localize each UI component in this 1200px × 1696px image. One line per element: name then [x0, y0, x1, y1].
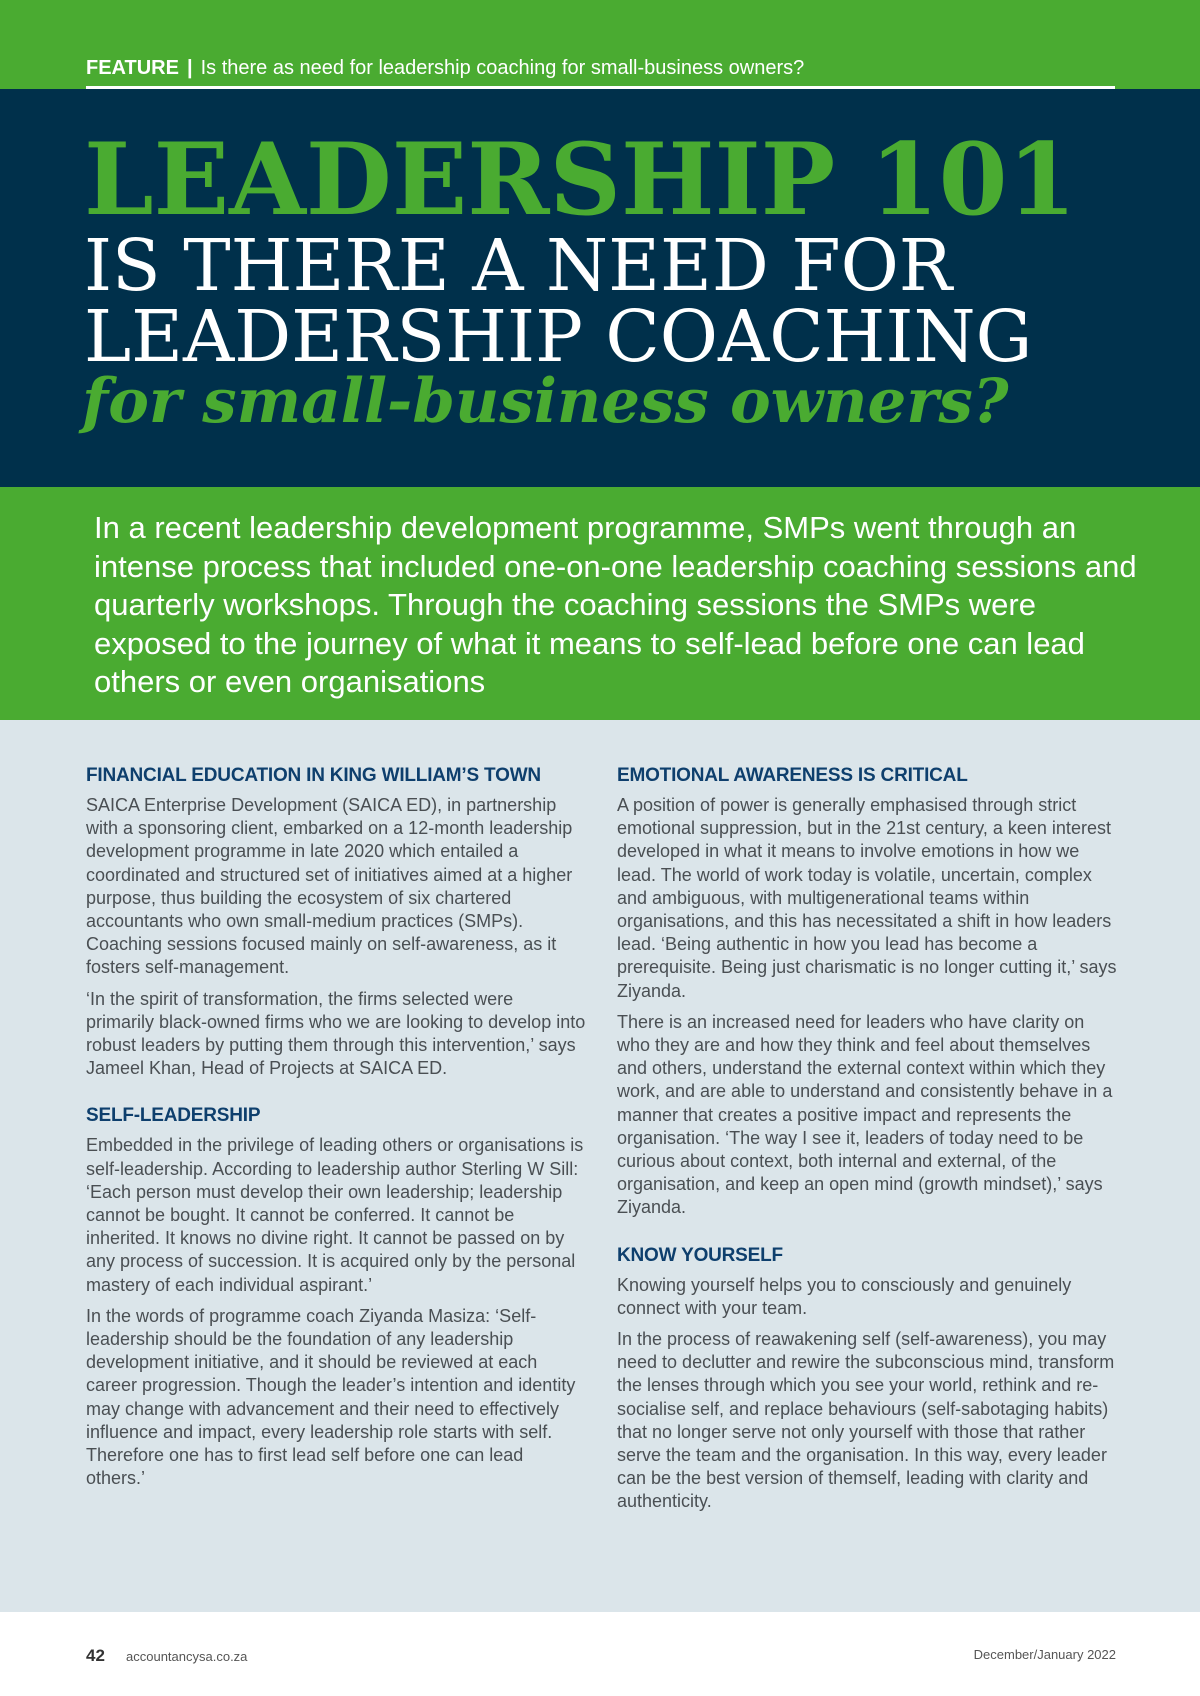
- section-heading: SELF-LEADERSHIP: [86, 1105, 261, 1127]
- paragraph: In the words of programme coach Ziyanda Masiza: ‘Self-leadership should be the foundation of any leadership development initiative, and it should be reviewed at each career progression. Though the leader’s intention and identity may change with advancement and their need to effectively influence and impact, every leadership role starts with self. Therefore one has to first lead self before one can lead others.’: [86, 1305, 576, 1489]
- section-heading: KNOW YOURSELF: [617, 1244, 783, 1266]
- paragraph: Embedded in the privilege of leading others or organisations is self-leadership. According to leadership author Sterling W Sill: ‘Each person must develop their own leadership; leadership cannot be bought. It cannot be conferred. It cannot be inherited. It knows no divine right. It cannot be passed on by any process of succession. It is acquired only by the personal mastery of each individual aspirant.’: [86, 1135, 584, 1295]
- spacer: [86, 1088, 586, 1104]
- header-line: [86, 57, 804, 80]
- article-body: [0, 720, 1200, 1612]
- paragraph: SAICA Enterprise Development (SAICA ED), in partnership with a sponsoring client, embarked on a 12-month leadership development programme in late 2020 which entailed a coordinated and structured set of initiatives aimed at a higher purpose, thus building the ecosystem of six chartered accountants who own small-medium practices (SMPs). Coaching sessions focused mainly on self-awareness, as it fosters self-management.: [86, 795, 573, 978]
- paragraph: A position of power is generally emphasised through strict emotional suppression, but in the 21st century, a keen interest developed in what it means to involve emotions in how we lead. The world of work today is volatile, uncertain, complex and ambiguous, with multigenerational teams within organisations, and this has necessitated a shift in how leaders lead. ‘Being authentic in how you lead has become a prerequisite. Being just charismatic is no longer cutting it,’ says Ziyanda.: [617, 795, 1117, 1001]
- page-footer: [0, 1612, 1200, 1696]
- paragraph: ‘In the spirit of transformation, the firms selected were primarily black-owned firms who we are looking to develop into robust leaders by putting them through this intervention,’ says Jameel Khan, Head of Projects at SAICA ED.: [86, 988, 586, 1079]
- intro-text: In a recent leadership development programme, SMPs went through an intense process that included one-on-one leadership coaching sessions and quarterly workshops. Through the coaching sessions the SMPs were exposed to the journey of what it means to self-lead before one can lead others or even organisations: [94, 510, 1137, 699]
- section-label: FEATURE: [86, 57, 179, 79]
- section-heading: EMOTIONAL AWARENESS IS CRITICAL: [617, 765, 968, 786]
- header-subtitle: Is there as need for leadership coaching for small-business owners?: [200, 57, 805, 79]
- article-title: LEADERSHIP 101: [84, 122, 1077, 238]
- right-column: [617, 764, 1117, 1522]
- intro-block: [0, 487, 1200, 720]
- paragraph: Knowing yourself helps you to consciously and genuinely connect with your team.: [617, 1274, 1072, 1318]
- article-subtitle-line-2: LEADERSHIP COACHING: [84, 295, 1033, 378]
- article-subtitle-italic: for small-business owners?: [82, 366, 1009, 437]
- header-separator: |: [186, 57, 193, 79]
- spacer: [617, 1228, 1117, 1244]
- page-number: 42: [86, 1646, 105, 1665]
- header-bar: [0, 0, 1200, 89]
- section-heading: FINANCIAL EDUCATION IN KING WILLIAM’S TOWN: [86, 765, 541, 786]
- hero-banner: [0, 89, 1200, 487]
- paragraph: In the process of reawakening self (self-awareness), you may need to declutter and rewire the subconscious mind, transform the lenses through which you see your world, rethink and re-socialise self, and replace behaviours (self-sabotaging habits) that no longer serve not only yourself with those that rather serve the team and the organisation. In this way, every leader can be the best version of themself, leading with clarity and authenticity.: [617, 1329, 1115, 1512]
- left-column: [86, 764, 586, 1498]
- website-link[interactable]: accountancysa.co.za: [126, 1649, 248, 1664]
- issue-date: December/January 2022: [973, 1647, 1116, 1662]
- article-subtitle-line-1: IS THERE A NEED FOR: [84, 224, 953, 307]
- paragraph: There is an increased need for leaders who have clarity on who they are and how they think and feel about themselves and others, understand the external context within which they work, and are able to understand and consistently behave in a manner that creates a positive impact and represents the organisation. ‘The way I see it, leaders of today need to be curious about context, both internal and external, of the organisation, and keep an open mind (growth mindset),’ says Ziyanda.: [617, 1011, 1113, 1218]
